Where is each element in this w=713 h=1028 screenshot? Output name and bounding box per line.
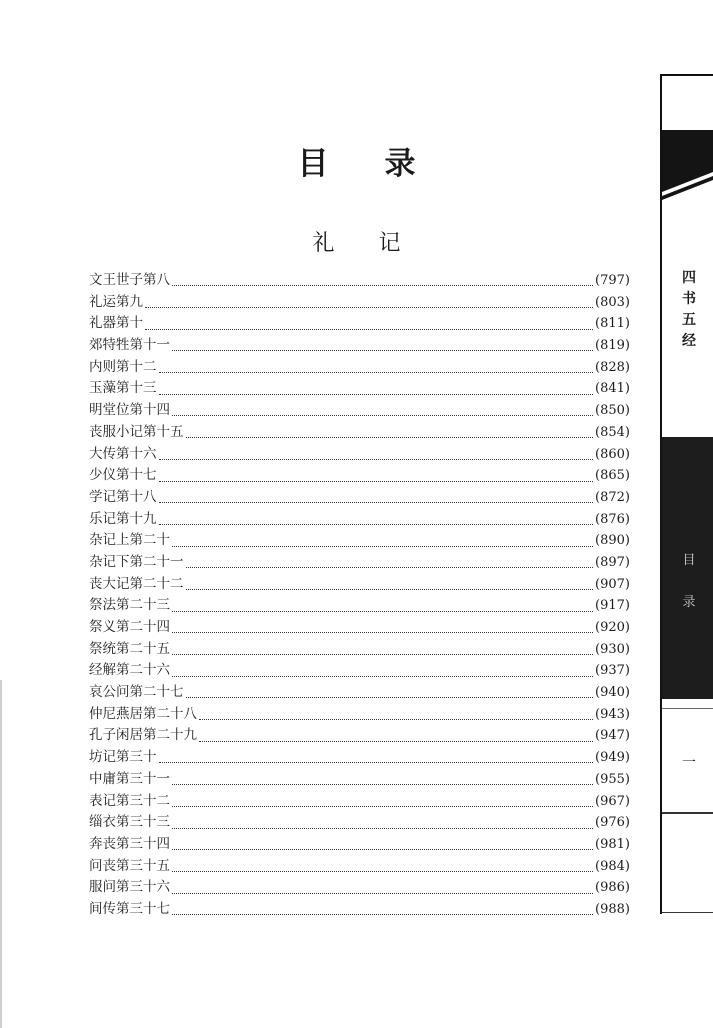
dot-leader xyxy=(199,709,593,720)
toc-entry[interactable] xyxy=(89,899,630,921)
book-name-vertical xyxy=(677,268,701,352)
dot-leader xyxy=(172,796,593,807)
toc-entry[interactable] xyxy=(89,595,630,617)
toc-entry-page: (819) xyxy=(595,338,630,354)
dot-leader xyxy=(186,557,594,568)
toc-entry-title: 中庸第三十一 xyxy=(89,770,170,787)
toc-entry-title: 内则第十二 xyxy=(89,358,157,375)
page-mark: 一 xyxy=(682,755,696,771)
toc-entry[interactable] xyxy=(89,725,630,747)
toc-entry[interactable] xyxy=(89,487,630,509)
toc-entry[interactable] xyxy=(89,357,630,379)
toc-entry[interactable] xyxy=(89,552,630,574)
toc-entry[interactable] xyxy=(89,400,630,422)
toc-entry-title: 郊特牲第十一 xyxy=(89,337,170,354)
section-label-vertical xyxy=(677,540,701,624)
dot-leader xyxy=(172,839,593,850)
section-label-char: 录 xyxy=(682,595,696,610)
dot-leader xyxy=(172,818,593,829)
toc-entry[interactable] xyxy=(89,617,630,639)
toc-entry-title: 表记第三十二 xyxy=(89,792,170,809)
toc-entry[interactable] xyxy=(89,465,630,487)
toc-entry[interactable] xyxy=(89,639,630,661)
toc-entry[interactable] xyxy=(89,704,630,726)
toc-entry-title: 学记第十八 xyxy=(89,488,157,505)
toc-entry-title: 丧服小记第十五 xyxy=(89,423,184,440)
toc-entry-title: 坊记第三十 xyxy=(89,749,157,766)
toc-entry[interactable] xyxy=(89,812,630,834)
toc-entry-page: (986) xyxy=(595,880,630,896)
toc-entry-page: (937) xyxy=(595,663,630,679)
toc-entry-title: 玉藻第十三 xyxy=(89,380,157,397)
toc-entry-page: (920) xyxy=(595,620,630,635)
toc-entry[interactable] xyxy=(89,769,630,791)
toc-entry-title: 乐记第十九 xyxy=(89,510,157,527)
toc-entry-page: (803) xyxy=(595,294,630,310)
dot-leader xyxy=(159,384,594,395)
book-name-char: 五 xyxy=(682,312,696,328)
toc-entry[interactable] xyxy=(89,574,630,596)
toc-entry-title: 奔丧第三十四 xyxy=(89,835,170,852)
tab-dark-corner xyxy=(662,130,713,200)
toc-entry-page: (876) xyxy=(595,511,630,527)
toc-entry[interactable] xyxy=(89,270,630,292)
toc-entry[interactable] xyxy=(89,791,630,813)
dot-leader xyxy=(172,275,593,286)
tab-rule xyxy=(662,708,713,709)
toc-entry[interactable] xyxy=(89,660,630,682)
toc-entry-page: (984) xyxy=(595,858,630,874)
toc-entry-title: 祭统第二十五 xyxy=(89,640,170,657)
dot-leader xyxy=(172,666,593,677)
toc-entry-page: (988) xyxy=(595,901,630,917)
toc-entry-title: 礼运第九 xyxy=(89,293,143,310)
toc-entry-page: (967) xyxy=(595,793,630,809)
side-tab xyxy=(660,0,713,1028)
tab-rule xyxy=(662,912,713,913)
toc-entry-page: (917) xyxy=(595,598,630,614)
toc-entry[interactable] xyxy=(89,422,630,444)
toc-entry-page: (907) xyxy=(595,576,630,592)
tab-border-top xyxy=(660,74,713,76)
dot-leader xyxy=(172,536,593,547)
toc-entry-title: 丧大记第二十二 xyxy=(89,575,184,592)
toc-entry-page: (955) xyxy=(595,771,630,787)
dot-leader xyxy=(172,340,593,351)
toc-entry-page: (865) xyxy=(595,468,630,484)
toc-entry-title: 祭法第二十三 xyxy=(89,597,170,614)
section-label-char: 目 xyxy=(682,553,696,568)
dot-leader xyxy=(145,297,593,308)
toc-entry[interactable] xyxy=(89,856,630,878)
dot-leader xyxy=(172,774,593,785)
toc-entry-page: (976) xyxy=(595,815,630,831)
table-of-contents xyxy=(89,270,630,921)
dot-leader xyxy=(172,622,593,633)
toc-entry-title: 杂记上第二十 xyxy=(89,532,170,549)
dot-leader xyxy=(159,752,594,763)
toc-entry-page: (860) xyxy=(595,446,630,462)
toc-entry[interactable] xyxy=(89,509,630,531)
dot-leader xyxy=(186,427,594,438)
dot-leader xyxy=(159,362,594,373)
toc-entry-title: 间传第三十七 xyxy=(89,900,170,917)
toc-entry-page: (872) xyxy=(595,489,630,505)
toc-entry-title: 明堂位第十四 xyxy=(89,402,170,419)
toc-entry-page: (940) xyxy=(595,685,630,701)
toc-entry-title: 问丧第三十五 xyxy=(89,857,170,874)
book-name-char: 经 xyxy=(682,333,696,349)
toc-entry-page: (850) xyxy=(595,403,630,419)
toc-entry-title: 大传第十六 xyxy=(89,445,157,462)
toc-entry-title: 杂记下第二十一 xyxy=(89,553,184,570)
dot-leader xyxy=(172,861,593,872)
dot-leader xyxy=(172,405,593,416)
toc-entry-page: (943) xyxy=(595,706,630,722)
dot-leader xyxy=(186,579,594,590)
toc-entry-title: 祭义第二十四 xyxy=(89,619,170,635)
toc-entry-page: (811) xyxy=(595,316,630,332)
section-title: 礼记 xyxy=(312,231,445,256)
toc-entry[interactable] xyxy=(89,335,630,357)
toc-entry-title: 缁衣第三十三 xyxy=(89,814,170,831)
toc-entry[interactable] xyxy=(89,747,630,769)
toc-entry[interactable] xyxy=(89,444,630,466)
toc-entry[interactable] xyxy=(89,682,630,704)
toc-entry-page: (949) xyxy=(595,750,630,766)
toc-entry-title: 仲尼燕居第二十八 xyxy=(89,705,197,722)
dot-leader xyxy=(199,731,593,742)
tab-rule xyxy=(662,812,713,814)
toc-entry-page: (897) xyxy=(595,554,630,570)
toc-entry[interactable] xyxy=(89,834,630,856)
book-name-char: 四 xyxy=(682,270,696,286)
toc-entry-page: (930) xyxy=(595,641,630,657)
toc-entry-title: 服问第三十六 xyxy=(89,879,170,896)
toc-entry-title: 经解第二十六 xyxy=(89,662,170,679)
dot-leader xyxy=(159,514,594,525)
toc-entry[interactable] xyxy=(89,530,630,552)
toc-entry-title: 少仪第十七 xyxy=(89,467,157,484)
page-edge xyxy=(0,680,2,1028)
page-title: 目录 xyxy=(297,146,472,182)
dot-leader xyxy=(145,319,593,330)
toc-entry-page: (947) xyxy=(595,728,630,744)
toc-entry[interactable] xyxy=(89,313,630,335)
toc-entry[interactable] xyxy=(89,378,630,400)
toc-entry-page: (828) xyxy=(595,359,630,375)
toc-entry[interactable] xyxy=(89,292,630,314)
toc-entry-page: (981) xyxy=(595,836,630,852)
dot-leader xyxy=(159,471,594,482)
dot-leader xyxy=(172,601,593,612)
dot-leader xyxy=(172,904,593,915)
dot-leader xyxy=(159,449,594,460)
toc-entry-title: 文王世子第八 xyxy=(89,272,170,288)
toc-entry[interactable] xyxy=(89,877,630,899)
dot-leader xyxy=(172,644,593,655)
toc-entry-title: 礼器第十 xyxy=(89,315,143,332)
toc-entry-page: (890) xyxy=(595,533,630,549)
toc-entry-page: (854) xyxy=(595,424,630,440)
toc-entry-page: (841) xyxy=(595,381,630,397)
toc-entry-title: 哀公问第二十七 xyxy=(89,684,184,701)
dot-leader xyxy=(159,492,594,503)
toc-entry-page: (797) xyxy=(595,273,630,288)
dot-leader xyxy=(186,687,594,698)
dot-leader xyxy=(172,883,593,894)
book-name-char: 书 xyxy=(682,291,696,307)
toc-entry-title: 孔子闲居第二十九 xyxy=(89,727,197,744)
